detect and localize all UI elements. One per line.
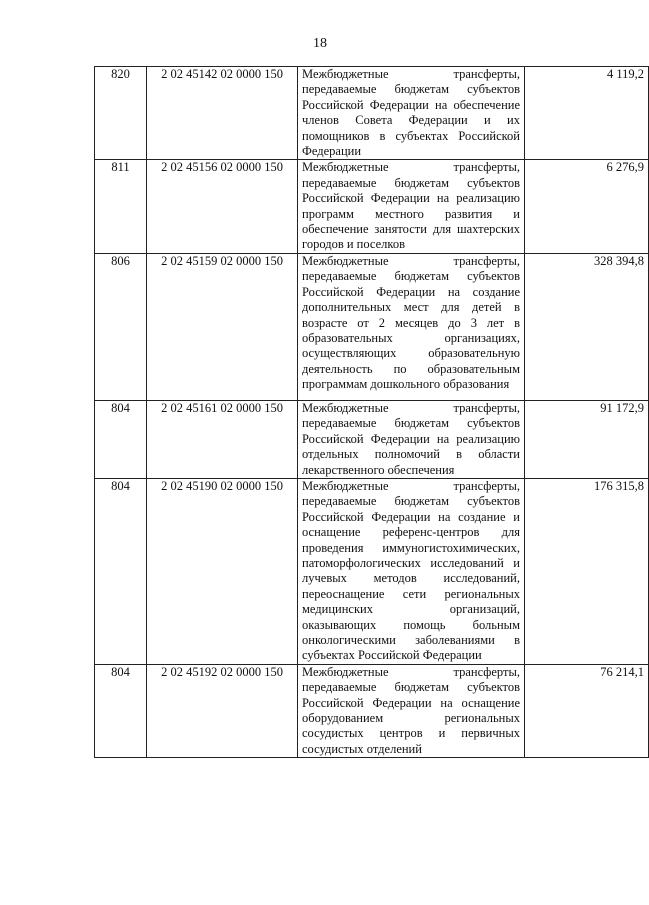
revenue-name-cell: Межбюджетные трансферты, передаваемые бюджетам субъектов Российской Федерации на реализацию программ местного развития и обеспечение занятости для шахтерских городов и поселков [298, 160, 525, 253]
revenue-name-cell: Межбюджетные трансферты, передаваемые бюджетам субъектов Российской Федерации на оснащение оборудованием региональных сосудистых центров и первичных сосудистых отделений [298, 664, 525, 757]
admin-code-cell: 820 [95, 67, 147, 160]
page-number: 18 [313, 36, 327, 51]
budget-classification-code-cell: 2 02 45190 02 0000 150 [147, 478, 298, 664]
admin-code-cell: 811 [95, 160, 147, 253]
admin-code-cell: 804 [95, 400, 147, 478]
budget-classification-code-cell: 2 02 45161 02 0000 150 [147, 400, 298, 478]
amount-cell: 6 276,9 [525, 160, 649, 253]
amount-cell: 4 119,2 [525, 67, 649, 160]
revenue-name-cell: Межбюджетные трансферты, передаваемые бюджетам субъектов Российской Федерации на создание дополнительных мест для детей в возрасте от 2 месяцев до 3 лет в образовательных организациях, осуществляющих образовательную деятельность по образовательным программам дошкольного образования [298, 253, 525, 400]
budget-classification-code-cell: 2 02 45142 02 0000 150 [147, 67, 298, 160]
amount-cell: 76 214,1 [525, 664, 649, 757]
admin-code-cell: 804 [95, 664, 147, 757]
budget-classification-code-cell: 2 02 45159 02 0000 150 [147, 253, 298, 400]
table-row [95, 67, 649, 160]
table-row [95, 664, 649, 757]
table-row [95, 400, 649, 478]
amount-cell: 328 394,8 [525, 253, 649, 400]
revenue-name-cell: Межбюджетные трансферты, передаваемые бюджетам субъектов Российской Федерации на обеспечение членов Совета Федерации и их помощников в субъектах Российской Федерации [298, 67, 525, 160]
table-row [95, 160, 649, 253]
amount-cell: 176 315,8 [525, 478, 649, 664]
amount-cell: 91 172,9 [525, 400, 649, 478]
table-row [95, 478, 649, 664]
budget-table-body [95, 67, 649, 758]
admin-code-cell: 806 [95, 253, 147, 400]
revenue-name-cell: Межбюджетные трансферты, передаваемые бюджетам субъектов Российской Федерации на реализацию отдельных полномочий в области лекарственного обеспечения [298, 400, 525, 478]
revenue-name-cell: Межбюджетные трансферты, передаваемые бюджетам субъектов Российской Федерации на создание и оснащение референс-центров для проведения иммуногистохимических, патоморфологических исследований и лучевых методов исследований, переоснащение сети региональных медицинских организаций, оказывающих помощь больным онкологическими заболеваниями в субъектах Российской Федерации [298, 478, 525, 664]
budget-classification-code-cell: 2 02 45156 02 0000 150 [147, 160, 298, 253]
budget-table [94, 66, 649, 758]
table-row [95, 253, 649, 400]
budget-classification-code-cell: 2 02 45192 02 0000 150 [147, 664, 298, 757]
admin-code-cell: 804 [95, 478, 147, 664]
